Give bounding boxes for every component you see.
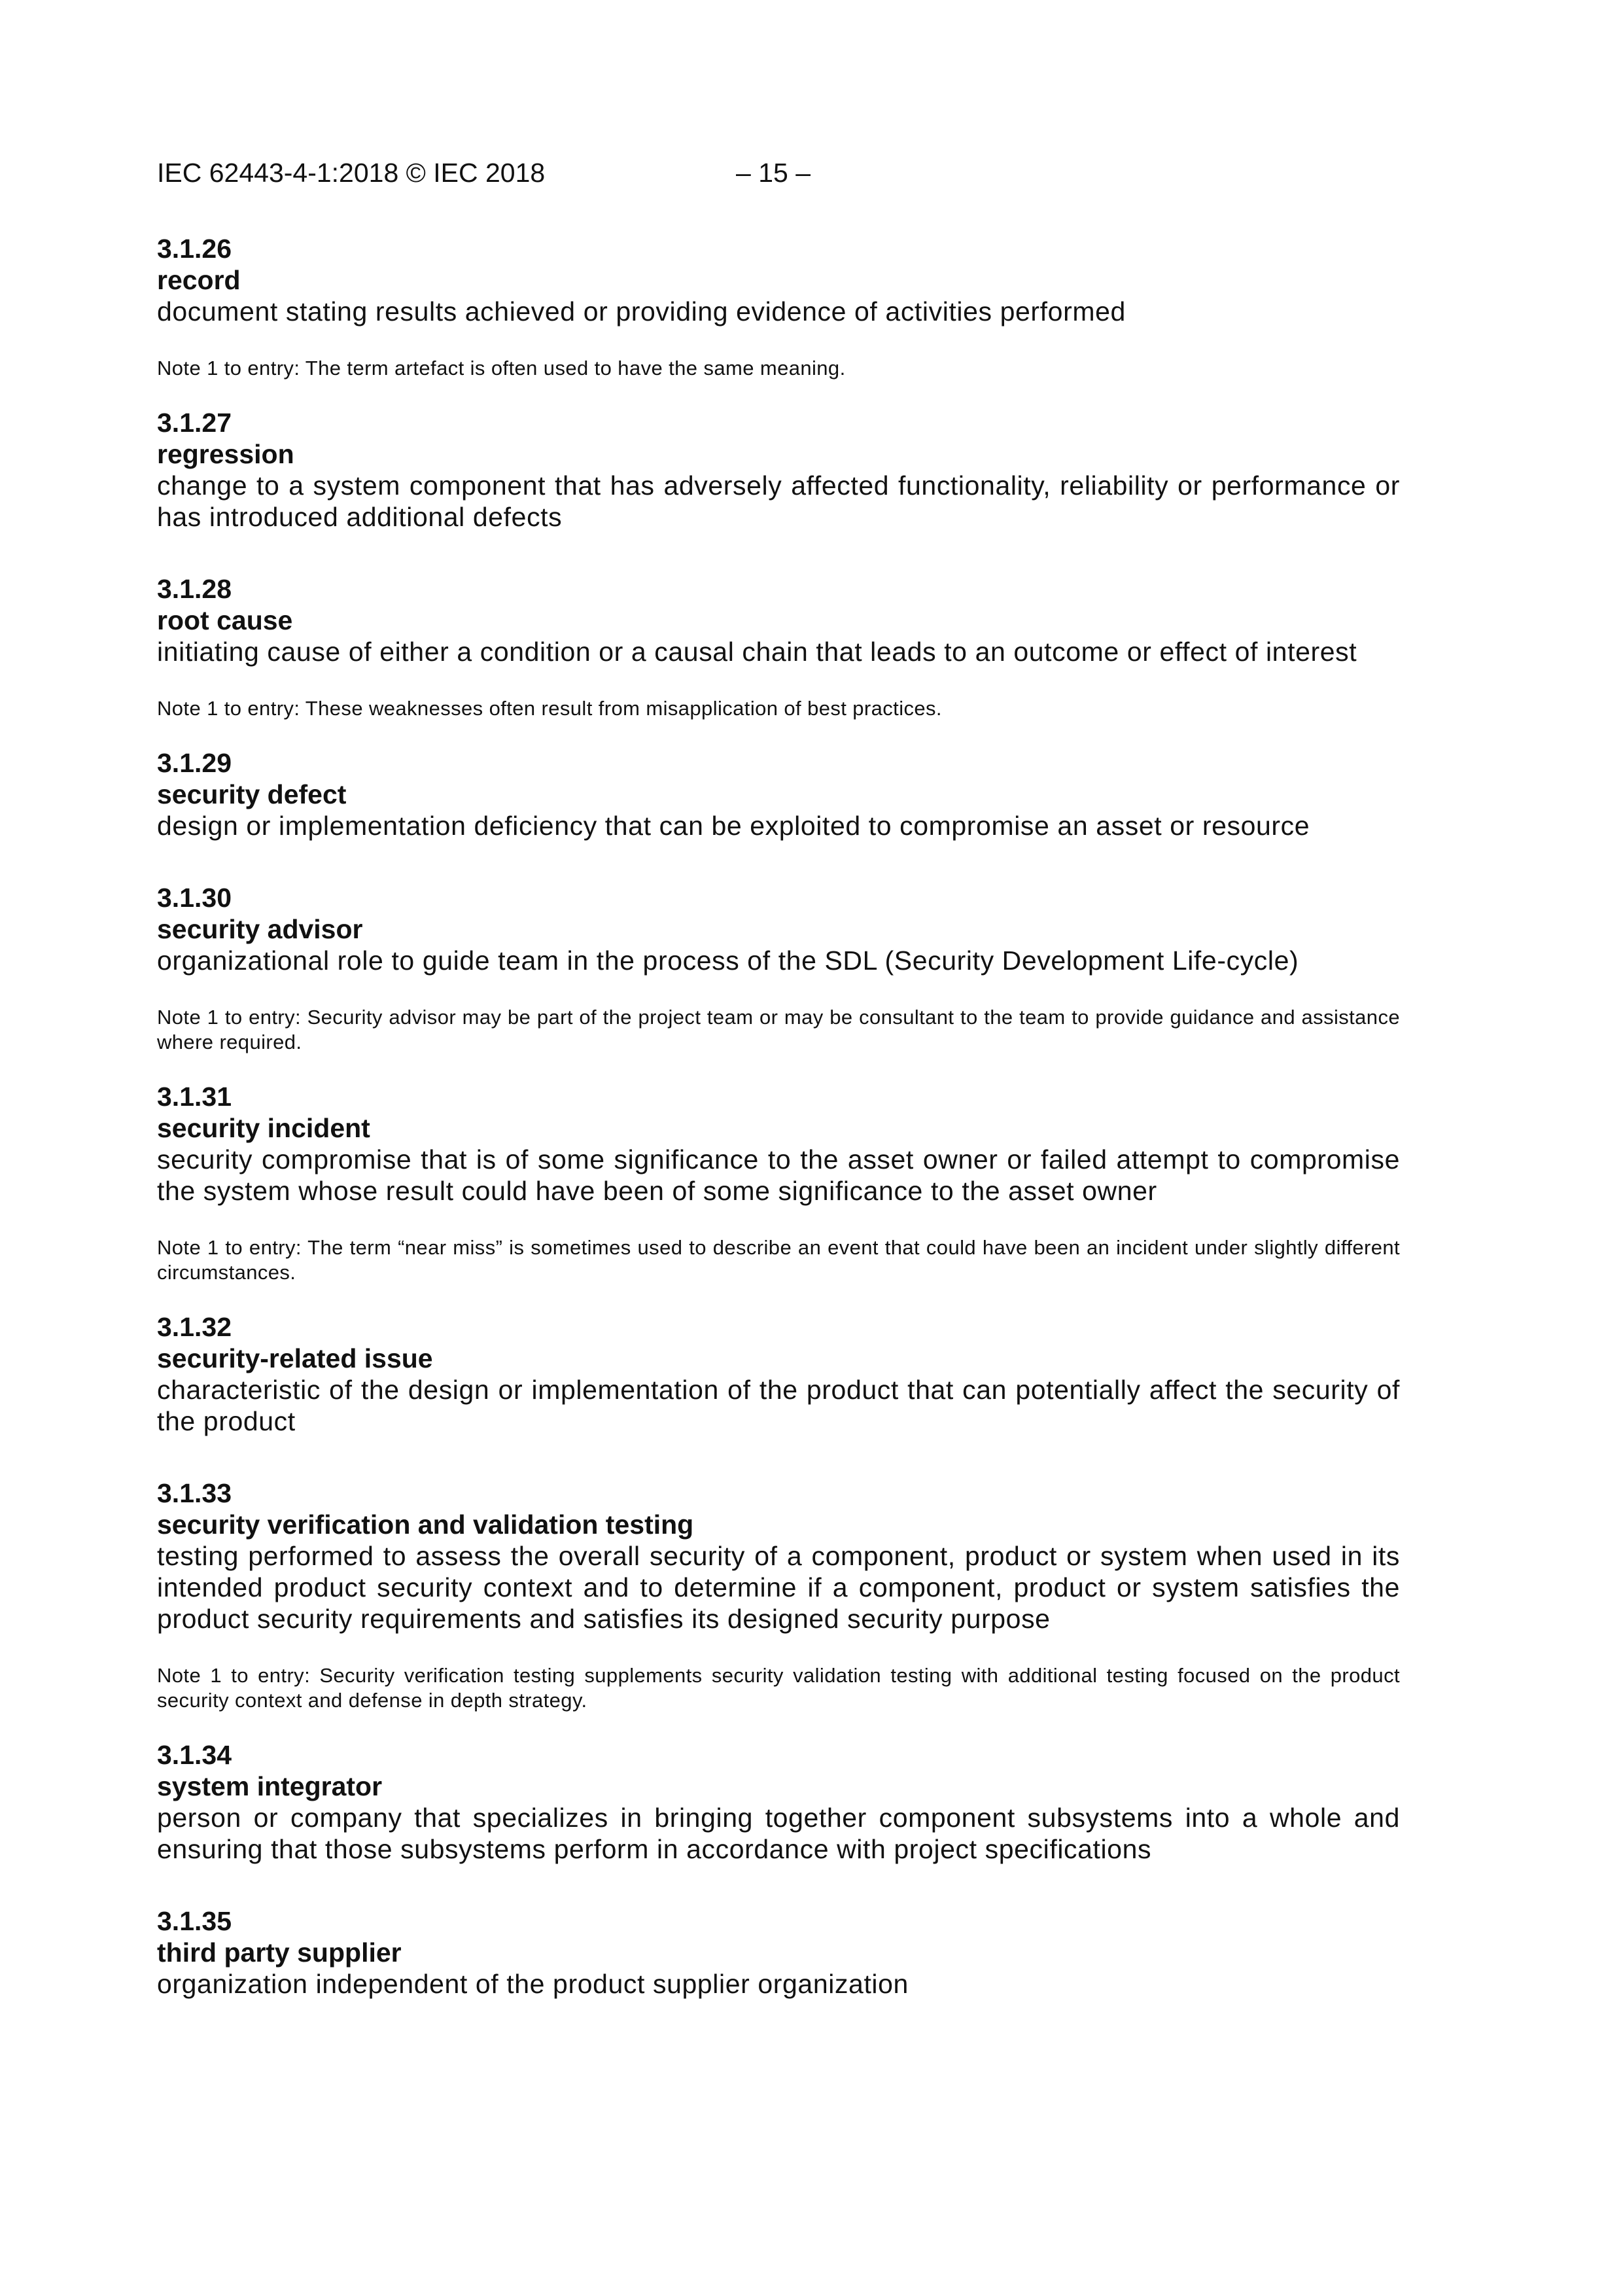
term-entry — [157, 233, 1400, 407]
entry-number: 3.1.31 — [157, 1082, 232, 1112]
term-entry — [157, 747, 1400, 882]
entry-term: security defect — [157, 779, 347, 809]
entry-note: Note 1 to entry: Security advisor may be part of the project team or may be consultant to the team to provide guidance and assistance where required. — [157, 1006, 1400, 1053]
entry-term: security incident — [157, 1113, 370, 1143]
term-entry — [157, 1311, 1400, 1477]
entry-term: record — [157, 265, 241, 295]
entry-definition: characteristic of the design or implementation of the product that can potentially affect the security of the product — [157, 1375, 1400, 1436]
entry-note: Note 1 to entry: The term artefact is often used to have the same meaning. — [157, 357, 846, 380]
entry-term: security verification and validation testing — [157, 1510, 694, 1540]
term-entry — [157, 882, 1400, 1081]
entry-definition: organization independent of the product supplier organization — [157, 1969, 909, 1999]
entry-term: root cause — [157, 605, 293, 635]
entry-definition: security compromise that is of some significance to the asset owner or failed attempt to compromise the system whose result could have been of some significance to the asset owner — [157, 1144, 1400, 1206]
term-entry — [157, 1081, 1400, 1311]
entry-number: 3.1.30 — [157, 883, 232, 913]
entry-term: third party supplier — [157, 1937, 402, 1968]
page-number: – 15 – — [736, 158, 811, 188]
entry-number: 3.1.28 — [157, 574, 232, 604]
running-header: IEC 62443-4-1:2018 © IEC 2018 — [157, 158, 546, 188]
entry-number: 3.1.29 — [157, 748, 232, 778]
entry-term: system integrator — [157, 1771, 383, 1801]
entry-number: 3.1.35 — [157, 1906, 232, 1936]
entry-term: regression — [157, 439, 294, 469]
entry-number: 3.1.27 — [157, 408, 232, 438]
entry-definition: testing performed to assess the overall security of a component, product or system when used in its intended product security context and to determine if a component, product or system satisfies the product security requirements and satisfies its designed security purpose — [157, 1541, 1400, 1634]
entry-definition: initiating cause of either a condition or a causal chain that leads to an outcome or effect of interest — [157, 637, 1357, 667]
terms-and-definitions — [157, 233, 1400, 2000]
entry-number: 3.1.33 — [157, 1478, 232, 1508]
entry-definition: design or implementation deficiency that can be exploited to compromise an asset or resource — [157, 811, 1310, 841]
entry-number: 3.1.26 — [157, 234, 232, 264]
entry-definition: person or company that specializes in bringing together component subsystems into a whole and ensuring that those subsystems perform in accordance with project specifications — [157, 1803, 1400, 1864]
entry-term: security advisor — [157, 914, 363, 944]
entry-definition: organizational role to guide team in the process of the SDL (Security Development Life-cycle) — [157, 945, 1299, 976]
entry-note: Note 1 to entry: These weaknesses often result from misapplication of best practices. — [157, 697, 942, 720]
entry-definition: document stating results achieved or providing evidence of activities performed — [157, 296, 1126, 327]
term-entry — [157, 573, 1400, 747]
term-entry — [157, 407, 1400, 573]
term-entry — [157, 1477, 1400, 1739]
term-entry — [157, 1905, 1400, 2000]
entry-term: security-related issue — [157, 1343, 433, 1373]
entry-number: 3.1.32 — [157, 1312, 232, 1342]
entry-number: 3.1.34 — [157, 1740, 232, 1770]
entry-definition: change to a system component that has adversely affected functionality, reliability or performance or has introduced additional defects — [157, 470, 1400, 532]
entry-note: Note 1 to entry: The term “near miss” is sometimes used to describe an event that could have been an incident under slightly different circumstances. — [157, 1236, 1400, 1284]
term-entry — [157, 1739, 1400, 1905]
entry-note: Note 1 to entry: Security verification testing supplements security validation testing with additional testing focused on the product security context and defense in depth strategy. — [157, 1664, 1400, 1712]
